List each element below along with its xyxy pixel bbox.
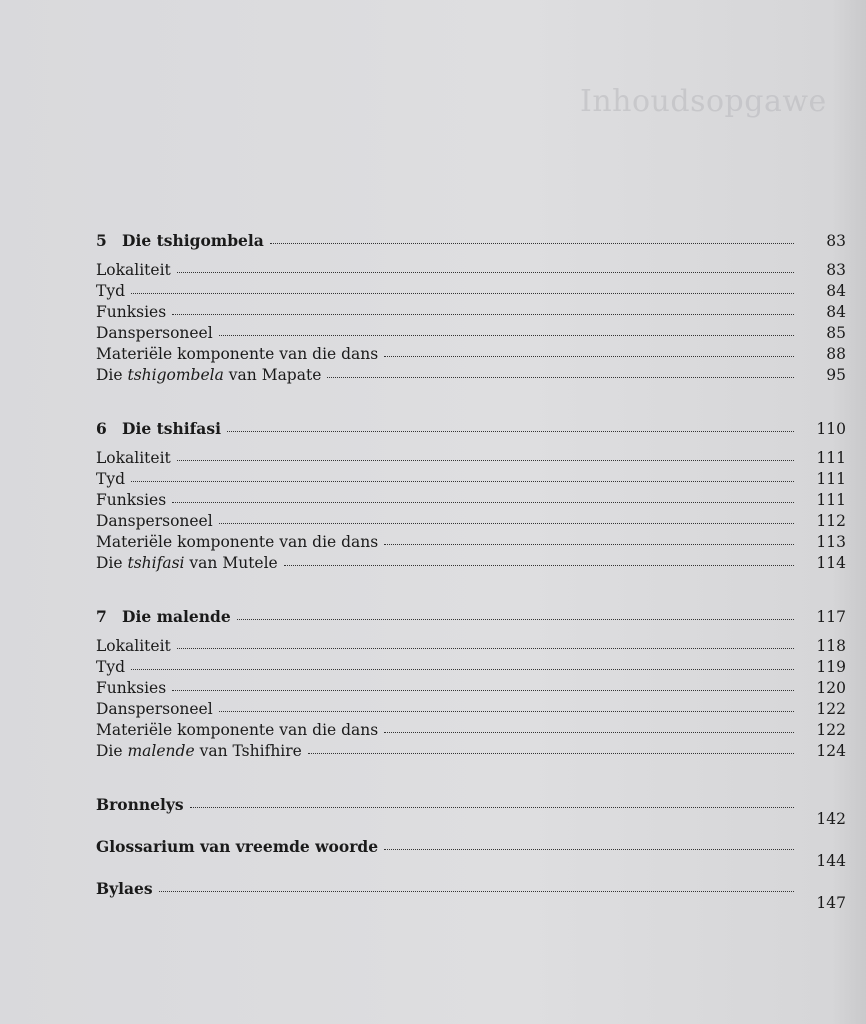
dot-leader (384, 848, 794, 850)
back-matter-entry (96, 836, 846, 870)
page-number: 147 (816, 894, 846, 912)
chapter-section (96, 230, 846, 386)
italic-term: tshifasi (127, 554, 185, 572)
chapter-heading (96, 230, 846, 252)
dot-leader (131, 292, 794, 294)
dot-leader (384, 731, 794, 733)
page-number: 118 (816, 637, 846, 655)
chapter-heading (96, 418, 846, 440)
toc-entry (96, 490, 846, 511)
entry-label: Funksies (96, 491, 167, 509)
toc-entry (96, 553, 846, 574)
back-matter-entry (96, 878, 846, 912)
chapter-number: 5 (96, 231, 107, 250)
dot-leader (177, 459, 794, 461)
page-number: 112 (816, 512, 846, 530)
toc-entry (96, 678, 846, 699)
entry-label: Funksies (96, 679, 167, 697)
page-number: 124 (816, 742, 846, 760)
chapter-title: Die malende (122, 607, 231, 626)
entry-label: Lokaliteit (96, 449, 171, 467)
dot-leader (219, 334, 794, 336)
dot-leader (219, 710, 794, 712)
page-number: 83 (826, 261, 846, 279)
dot-leader (327, 376, 794, 378)
entry-label: Lokaliteit (96, 637, 171, 655)
toc-entry (96, 532, 846, 553)
dot-leader (384, 543, 794, 545)
entry-label: Materiële komponente van die dans (96, 345, 379, 363)
page-number: 114 (816, 554, 846, 572)
entry-label: Materiële komponente van die dans (96, 533, 379, 551)
dot-leader (172, 501, 794, 503)
chapter-title: Die tshifasi (122, 419, 221, 438)
toc-entry (96, 448, 846, 469)
entry-label: Funksies (96, 303, 167, 321)
page-number: 83 (826, 232, 846, 250)
entry-label: Die tshigombela van Mapate (96, 366, 322, 384)
dot-leader (177, 271, 794, 273)
chapter-section (96, 418, 846, 574)
page-number: 119 (816, 658, 846, 676)
toc-entry (96, 365, 846, 386)
entry-label: Tyd (96, 282, 126, 300)
toc-entry (96, 302, 846, 323)
dot-leader (159, 890, 794, 892)
toc-entry (96, 469, 846, 490)
entry-label: Glossarium van vreemde woorde (96, 837, 379, 856)
dot-leader (270, 242, 794, 244)
page-number: 88 (826, 345, 846, 363)
dot-leader (131, 480, 794, 482)
page-number: 110 (816, 420, 846, 438)
toc-entry (96, 636, 846, 657)
chapter-number: 6 (96, 419, 107, 438)
dot-leader (308, 752, 794, 754)
italic-term: malende (127, 742, 195, 760)
toc-entry (96, 344, 846, 365)
entry-label: Tyd (96, 658, 126, 676)
page-number: 122 (816, 700, 846, 718)
chapter-heading (96, 606, 846, 628)
toc-entry (96, 720, 846, 741)
toc-entry (96, 281, 846, 302)
page-number: 95 (826, 366, 846, 384)
page-number: 85 (826, 324, 846, 342)
toc-entry (96, 741, 846, 762)
entry-label: Bronnelys (96, 795, 184, 814)
entry-label: Die tshifasi van Mutele (96, 554, 278, 572)
entry-label: Tyd (96, 470, 126, 488)
toc-entry (96, 699, 846, 720)
entry-label: Lokaliteit (96, 261, 171, 279)
page-number: 84 (826, 303, 846, 321)
chapter-number: 7 (96, 607, 107, 626)
entry-label: Materiële komponente van die dans (96, 721, 379, 739)
dot-leader (219, 522, 794, 524)
bleed-through-title: Inhoudsopgawe (580, 84, 827, 119)
page-number: 113 (816, 533, 846, 551)
table-of-contents (96, 230, 846, 920)
entry-label: Die malende van Tshifhire (96, 742, 302, 760)
entry-label: Danspersoneel (96, 324, 213, 342)
entry-label: Bylaes (96, 879, 153, 898)
page-number: 122 (816, 721, 846, 739)
chapter-title: Die tshigombela (122, 231, 264, 250)
page-number: 142 (816, 810, 846, 828)
page-number: 84 (826, 282, 846, 300)
page-number: 111 (816, 470, 846, 488)
entry-label: Danspersoneel (96, 700, 213, 718)
entry-label: Danspersoneel (96, 512, 213, 530)
dot-leader (131, 668, 794, 670)
toc-entry (96, 260, 846, 281)
dot-leader (284, 564, 794, 566)
toc-entry (96, 511, 846, 532)
dot-leader (172, 689, 794, 691)
page-number: 111 (816, 491, 846, 509)
page-number: 117 (816, 608, 846, 626)
dot-leader (177, 647, 794, 649)
page-number: 144 (816, 852, 846, 870)
toc-entry (96, 323, 846, 344)
back-matter-entry (96, 794, 846, 828)
italic-term: tshigombela (127, 366, 224, 384)
page-number: 120 (816, 679, 846, 697)
dot-leader (190, 806, 794, 808)
toc-entry (96, 657, 846, 678)
chapter-section (96, 606, 846, 762)
dot-leader (384, 355, 794, 357)
page-number: 111 (816, 449, 846, 467)
dot-leader (227, 430, 794, 432)
dot-leader (237, 618, 794, 620)
dot-leader (172, 313, 794, 315)
